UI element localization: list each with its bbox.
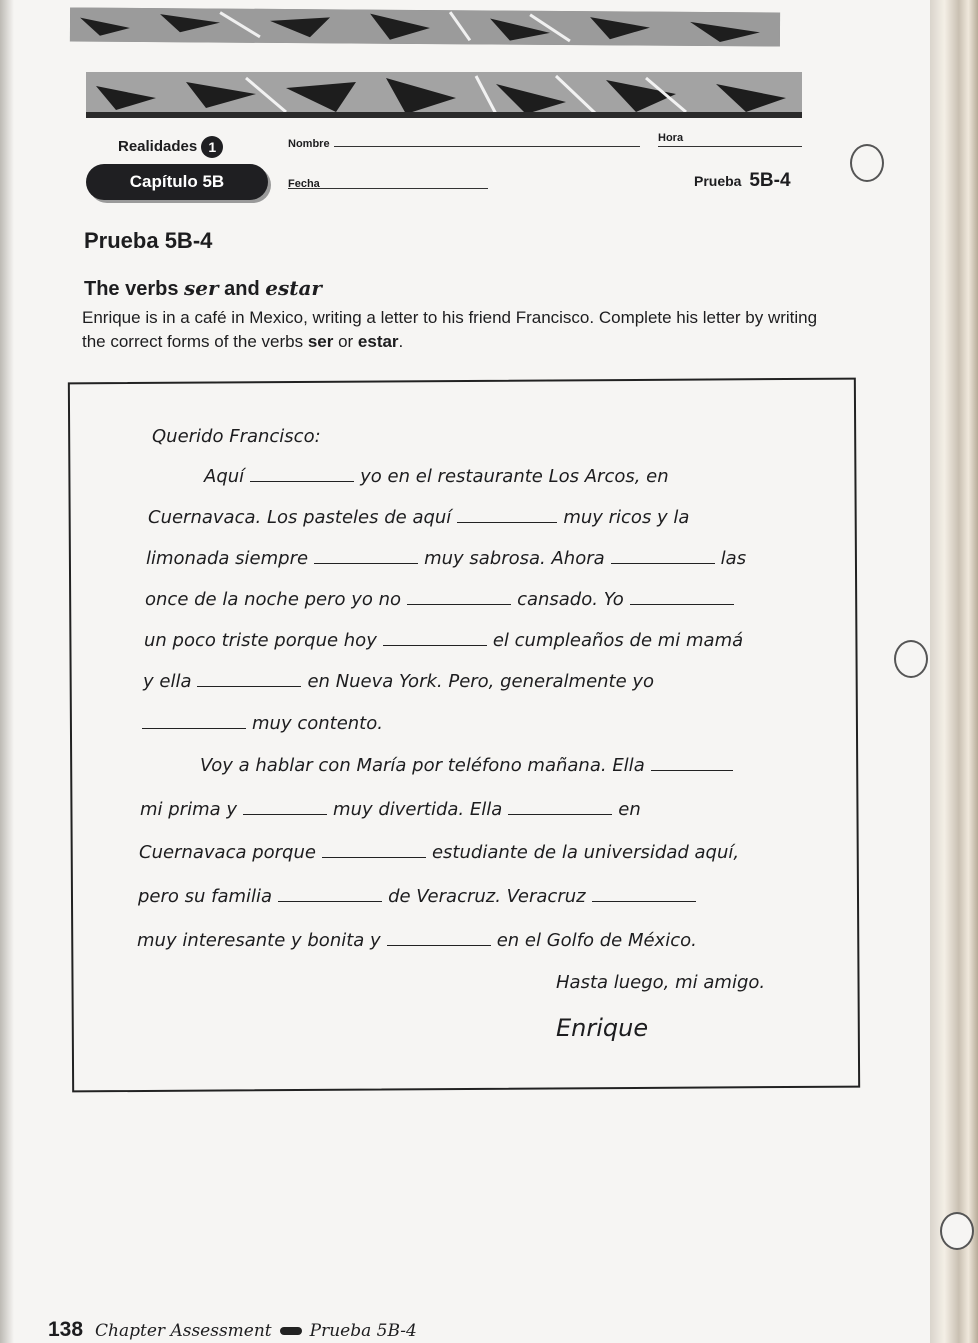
answer-blank[interactable] (314, 562, 418, 564)
prueba-header: Prueba 5B-4 (694, 170, 791, 191)
binder-hole-top (850, 144, 884, 182)
answer-blank[interactable] (383, 644, 487, 646)
answer-blank[interactable] (322, 856, 426, 858)
answer-blank[interactable] (592, 900, 696, 902)
letter-line-12: muy interesante y bonita y en el Golfo de México. (137, 930, 697, 951)
letter-line-7: muy contento. (142, 713, 383, 734)
letter-greeting: Querido Francisco: (152, 426, 321, 447)
letter-line-9: mi prima y muy divertida. Ella en (140, 799, 641, 820)
page-footer (48, 1318, 417, 1342)
letter-line-6: y ella en Nueva York. Pero, generalmente yo (143, 671, 655, 692)
page-title: Prueba 5B-4 (84, 228, 213, 253)
footer-separator (280, 1327, 302, 1335)
letter-line-11: pero su familia de Veracruz. Veracruz (138, 886, 702, 907)
nombre-label: Nombre (288, 138, 330, 150)
letter-line-8: Voy a hablar con María por teléfono mañana. Ella (200, 755, 739, 776)
answer-blank[interactable] (243, 813, 327, 815)
banner-pattern-icon (70, 8, 780, 47)
page-number: 138 (48, 1318, 84, 1341)
letter-line-5: un poco triste porque hoy el cumpleaños de mi mamá (144, 630, 744, 651)
answer-blank[interactable] (407, 603, 511, 605)
decorative-banner (86, 72, 802, 118)
letter-line-10: Cuernavaca porque estudiante de la universidad aquí, (139, 842, 740, 863)
answer-blank[interactable] (508, 813, 612, 815)
hora-field[interactable] (658, 146, 802, 147)
page-stack-edge (930, 0, 978, 1343)
banner-pattern-icon-2 (86, 72, 802, 118)
letter-line-4: once de la noche pero yo no cansado. Yo (145, 589, 740, 610)
answer-blank[interactable] (651, 769, 733, 771)
series-label: Realidades 1 (118, 136, 223, 158)
letter-line-3: limonada siempre muy sabrosa. Ahora las (146, 548, 747, 569)
fecha-field[interactable] (288, 188, 488, 189)
letter-closing: Hasta luego, mi amigo. (556, 972, 766, 993)
binder-hole-middle (894, 640, 928, 678)
decorative-banner-top (70, 8, 780, 47)
answer-blank[interactable] (387, 944, 491, 946)
fecha-label: Fecha (288, 178, 320, 190)
section-title: The verbs ser and estar (84, 276, 322, 300)
letter-line-1: Aquí yo en el restaurante Los Arcos, en (204, 466, 669, 487)
hora-label: Hora (658, 132, 684, 144)
letter-signature: Enrique (556, 1014, 649, 1042)
answer-blank[interactable] (197, 685, 301, 687)
page-shadow (0, 0, 14, 1343)
instructions: Enrique is in a café in Mexico, writing a letter to his friend Francisco. Complete his letter by writing the correct forms of the verbs ser or estar. (82, 308, 818, 351)
answer-blank[interactable] (250, 480, 354, 482)
footer-test: Prueba 5B-4 (309, 1321, 417, 1341)
level-badge: 1 (201, 136, 223, 158)
answer-blank[interactable] (142, 727, 246, 729)
footer-section: Chapter Assessment (95, 1321, 272, 1341)
nombre-field[interactable] (334, 146, 640, 147)
answer-blank[interactable] (278, 900, 382, 902)
chapter-badge: Capítulo 5B (86, 164, 268, 200)
answer-blank[interactable] (611, 562, 715, 564)
binder-hole-bottom (940, 1212, 974, 1250)
answer-blank[interactable] (457, 521, 557, 523)
answer-blank[interactable] (630, 603, 734, 605)
letter-line-2: Cuernavaca. Los pasteles de aquí muy ricos y la (148, 507, 690, 528)
